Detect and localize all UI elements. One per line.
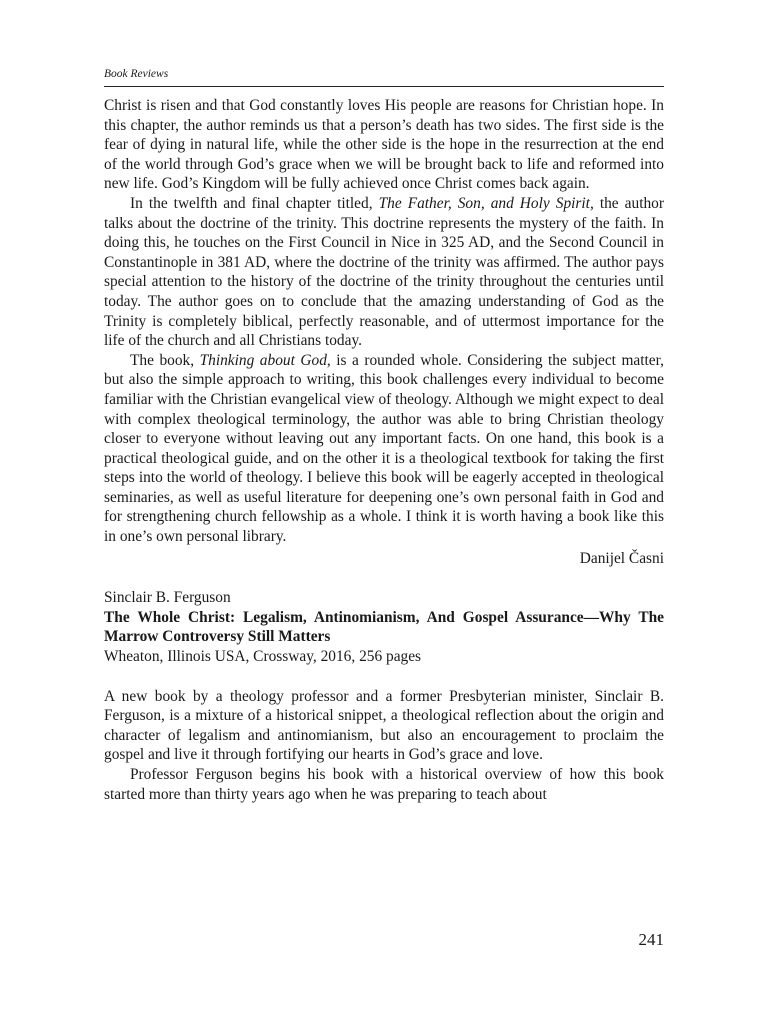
review1-p3-text-b: , is a rounded whole. Considering the subject matter, but also the simple approach to writing, this book challenges every individual to become familiar with the Christian evangelical view of theology. Although we might expect to deal with complex theological terminology, the author was able to bring Christian theology closer to everyone without leaving out any important facts. On one hand, this book is a practical theological guide, and on the other it is a theological textbook for taking the first steps into the world of theology. I believe this book will be eagerly accepted in theological seminaries, as well as useful literature for deepening one’s own personal faith in God and for strengthening church fellowship as a whole. I think it is worth having a book like this in one’s own personal library.: [104, 351, 664, 546]
running-head: Book Reviews: [104, 68, 664, 87]
review1-p2-text-a: In the twelfth and final chapter titled,: [130, 194, 379, 212]
review2-book-title: The Whole Christ: Legalism, Antinomianism, And Gospel Assurance—Why The Marrow Controversy Still Matters: [104, 608, 664, 646]
review1-p2-chapter-title: The Father, Son, and Holy Spirit,: [378, 194, 594, 212]
review2-paragraph-2: Professor Ferguson begins his book with a historical overview of how this book started more than thirty years ago when he was preparing to teach about: [104, 766, 664, 803]
review1-p3-text-a: The book,: [130, 351, 200, 369]
review1-paragraph-1: Christ is risen and that God constantly loves His people are reasons for Christian hope. In this chapter, the author reminds us that a person’s death has two sides. The first side is the fear of dying in natural life, while the other side is the hope in the resurrection at the end of the world through God’s grace when we will be brought back to life and reformed into new life. God’s Kingdom will be fully achieved once Christ comes back again.: [104, 97, 664, 193]
review2-paragraph-1: A new book by a theology professor and a former Presbyterian minister, Sinclair B. Ferguson, is a mixture of a historical snippet, a theological reflection about the origin and character of legalism and antinomianism, but also an encouragement to proclaim the gospel and live it through fortifying our hearts in God’s grace and love.: [104, 687, 664, 764]
page-number: 241: [638, 930, 664, 949]
review1-paragraph-3: [104, 351, 664, 547]
review2-author: Sinclair B. Ferguson: [104, 589, 231, 607]
review1-p2-text-b: the author talks about the doctrine of the trinity. This doctrine represents the mystery of the faith. In doing this, he touches on the First Council in Nice in 325 AD, and the Second Council in Constantinople in 381 AD, where the doctrine of the trinity was affirmed. The author pays special attention to the history of the doctrine of the trinity throughout the centuries until today. The author goes on to conclude that the amazing understanding of God as the Trinity is completely biblical, perfectly reasonable, and of uttermost importance for the life of the church and all Christians today.: [104, 194, 664, 350]
review1-paragraph-2: [104, 194, 664, 351]
review1-signature: Danijel Časni: [579, 549, 664, 567]
review1-p3-book-title: Thinking about God: [199, 351, 327, 369]
page-body: [104, 96, 664, 804]
review2-publication: Wheaton, Illinois USA, Crossway, 2016, 256 pages: [104, 648, 422, 666]
